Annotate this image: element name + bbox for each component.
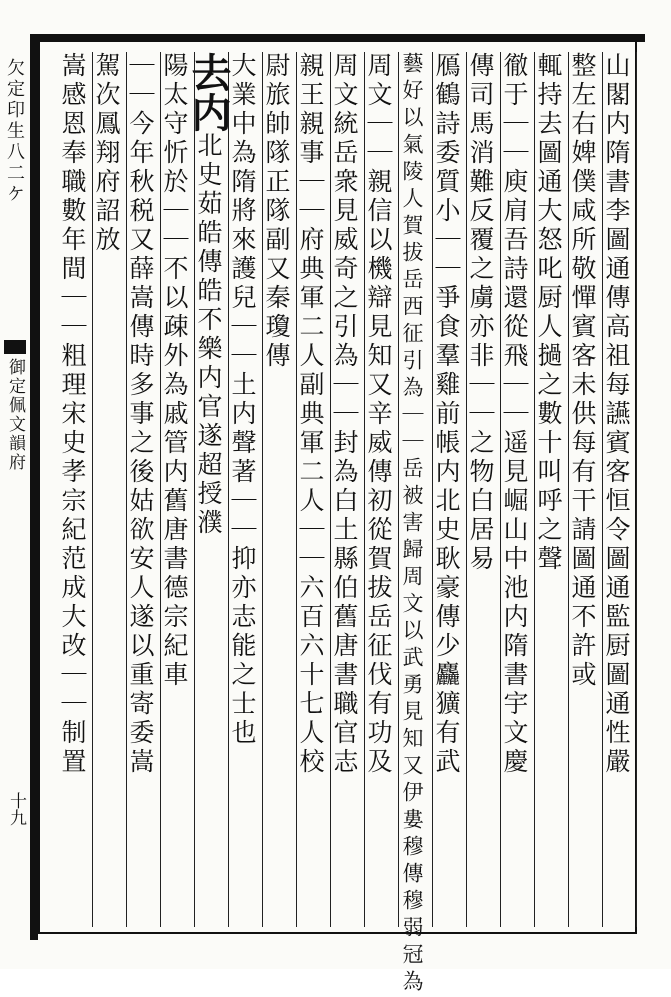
fish-tail-mark xyxy=(4,340,26,354)
column-body: 北史茹皓傳皓不樂内官遂超授濮 xyxy=(194,132,223,538)
column-text: 傳司馬消難反覆之虜亦非｜｜之物白居易 xyxy=(466,52,495,574)
column-text: 尉旅帥隊正隊副又秦瓊傳 xyxy=(262,52,291,371)
headword: 去内 xyxy=(185,52,232,132)
column-text: 大業中為隋將來護兒｜｜土内聲著｜｜抑亦志能之士也 xyxy=(228,52,257,748)
column-text: 藝好以氣陵人賀拔岳西征引為｜｜岳被害歸周文以武勇見知又伊婁穆傳穆弱冠為 xyxy=(400,52,424,997)
column-text: 周文統岳衆見威奇之引為｜｜封為白土縣伯舊唐書職官志 xyxy=(330,52,359,777)
column-text: 鴈鶴詩委質小｜｜爭食羣雞前帳内北史耿豪傳少麤獷有武 xyxy=(432,52,461,777)
column-text: 周文｜｜親信以機辯見知又辛威傳初從賀拔岳征伐有功及 xyxy=(364,52,393,777)
column-text: 駕次鳳翔府詔放 xyxy=(92,52,121,255)
text-column xyxy=(52,52,93,927)
folio-number: 十九 xyxy=(6,792,26,826)
column-text: 山閣内隋書李圖通傳高祖每讌賓客恒令圖通監厨圖通性嚴 xyxy=(602,52,631,777)
margin-strip xyxy=(0,40,28,930)
column-text: 輒持去圖通大怒叱厨人撾之數十叫呼之聲 xyxy=(534,52,563,574)
left-border-rule xyxy=(30,34,38,940)
column-text: 整左右婢僕咸所敬憚賓客未供每有干請圖通不許或 xyxy=(568,52,597,690)
column-text: 親王親事｜｜府典軍二人副典軍二人｜｜六百六十七人校 xyxy=(296,52,325,777)
column-text: 徹于｜｜庾肩吾詩還從飛｜｜遥見崛山中池内隋書宇文慶 xyxy=(500,52,529,777)
book-title: 御定佩文韻府 xyxy=(5,358,25,472)
column-text: 嵩感恩奉職數年間｜｜粗理宋史孝宗紀范成大改｜｜制置 xyxy=(58,52,87,777)
edge-text: 欠定印生八二ケ xyxy=(4,58,25,205)
column-text: 陽太守忻於｜｜不以疎外為戚管内舊唐書德宗紀車 xyxy=(160,52,189,690)
column-text: ｜｜今年秋税又薛嵩傳時多事之後姑欲安人遂以重寄委嵩 xyxy=(126,52,155,777)
